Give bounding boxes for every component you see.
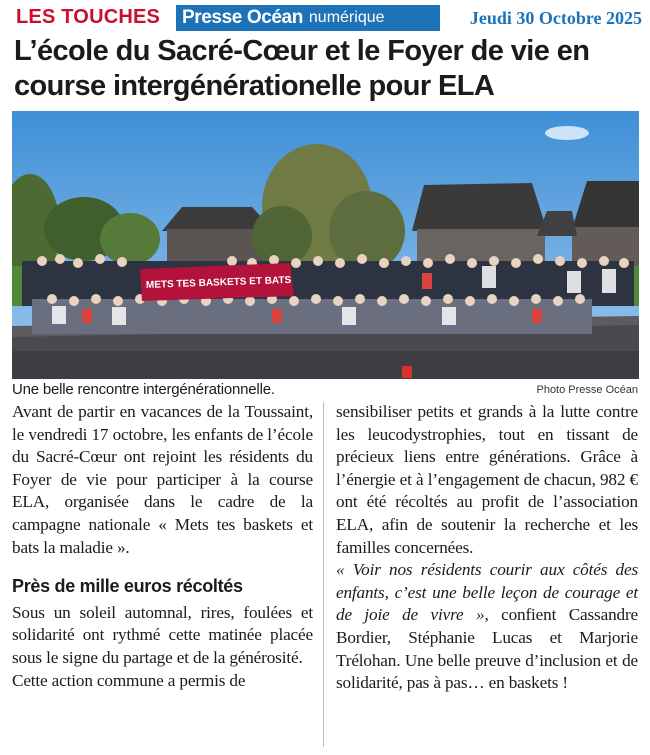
quote-paragraph <box>336 559 638 695</box>
paragraph: Cette action commune a permis de <box>12 670 246 690</box>
brand-suffix: numérique <box>308 9 385 26</box>
cone <box>402 366 412 378</box>
cloud <box>545 126 589 140</box>
article-title: L’école du Sacré-Cœur et le Foyer de vie en course intergénérationelle pour ELA <box>14 35 590 102</box>
subheading: Près de mille euros récoltés <box>12 576 243 597</box>
column-left <box>12 401 313 692</box>
quote-attribution: , confient Cassandre Bordier, Stéphanie Lucas et Marjorie Trélohan. Une belle preuve d’inclusion et de solidarité, pas à pas… en baskets ! <box>336 605 639 693</box>
quote: « Voir nos résidents courir aux côtés des enfants, c’est une belle leçon de courage et de joie de vivre » <box>336 560 638 625</box>
column-divider <box>323 402 324 747</box>
issue-date: Jeudi 30 Octobre 2025 <box>469 8 642 28</box>
article-photo <box>12 111 639 379</box>
brand-name: Presse Océan <box>182 7 303 28</box>
page-header <box>8 5 644 31</box>
paragraph: Sous un soleil automnal, rires, foulées et solidarité ont rythmé cette matinée placée sous le signe du partage et de la générosité. <box>12 602 313 667</box>
column-right <box>336 401 638 695</box>
ela-banner <box>140 263 294 301</box>
banner-text: METS TES BASKETS ET BATS <box>145 274 292 291</box>
photo-credit: Photo Presse Océan <box>536 384 638 396</box>
section-label: LES TOUCHES <box>16 6 161 28</box>
paragraph: sensibiliser petits et grands à la lutte contre les leucodystrophies, tout en tissant de précieux liens entre générations. Grâce à l’énergie et à l’engagement de chacun, 982 € ont été récoltés au profit de l’association ELA, afin de soutenir la recherche et les familles concernées. <box>336 402 638 557</box>
brand-logo <box>176 5 440 31</box>
photo-caption: Une belle rencontre intergénérationnelle. <box>12 381 275 398</box>
paragraph: Avant de partir en vacances de la Toussaint, le vendredi 17 octobre, les enfants de l’école du Sacré-Cœur ont rejoint les résidents du Foyer de vie pour participer à la course ELA, organisée dans le cadre de la campagne nationale « Mets tes baskets et bats la maladie ». <box>12 402 313 557</box>
